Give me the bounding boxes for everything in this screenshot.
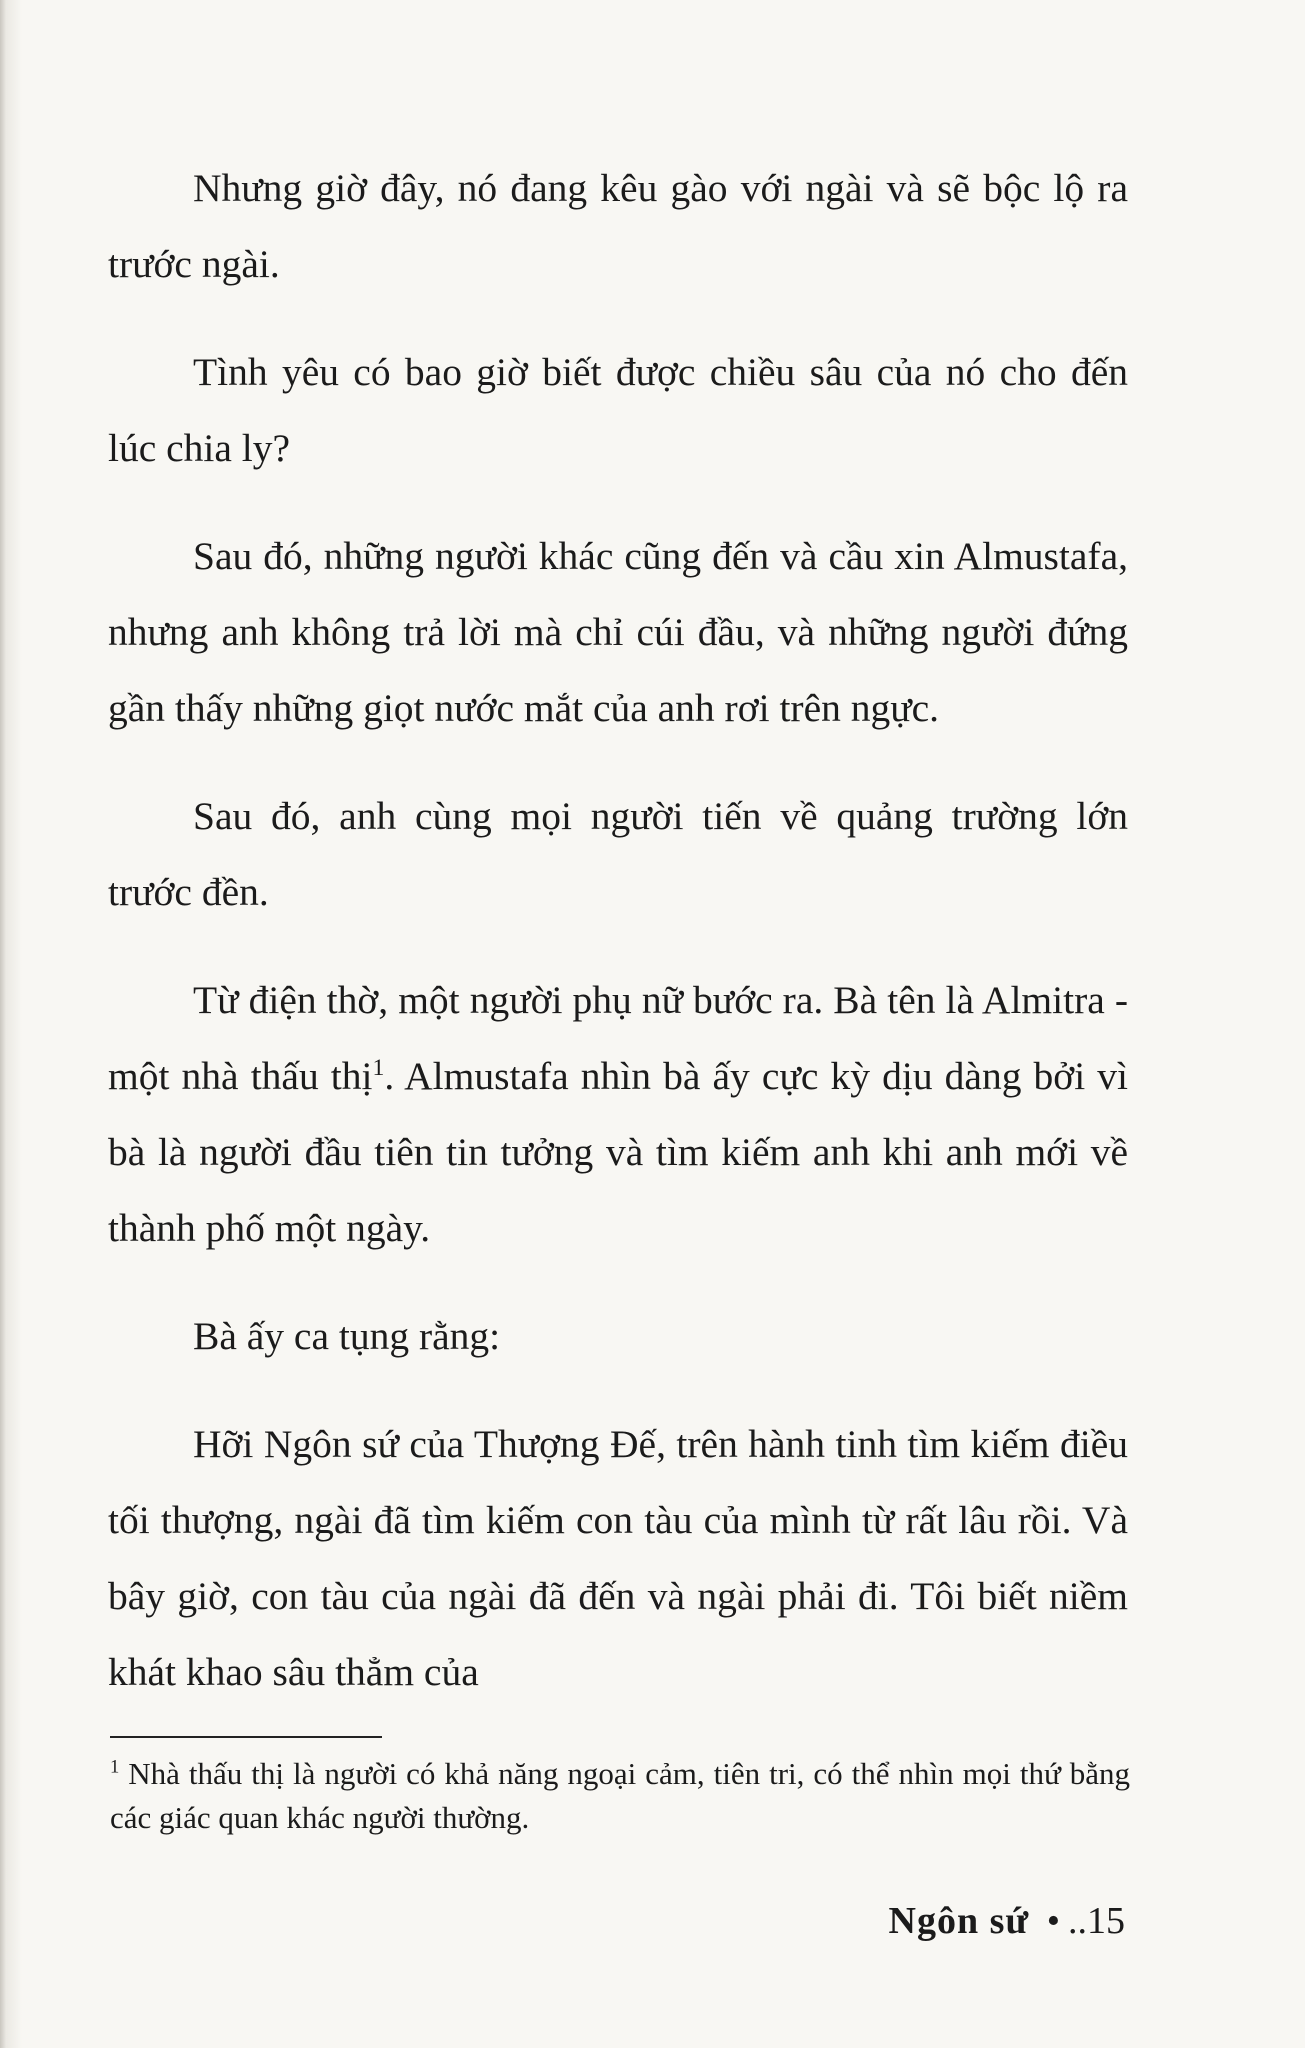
paragraph-4: Sau đó, anh cùng mọi người tiến về quảng trường lớn trước đền. xyxy=(108,794,1128,914)
footnote-reference: 1 xyxy=(372,1054,385,1081)
footnote-number: 1 xyxy=(110,1756,120,1778)
footer-dots: .. xyxy=(1068,1900,1087,1942)
running-footer xyxy=(889,1896,1125,1946)
paragraph-1: Nhưng giờ đây, nó đang kêu gào với ngài và sẽ bộc lộ ra trước ngài. xyxy=(108,166,1128,286)
footnote-text: Nhà thấu thị là người có khả năng ngoại cảm, tiên tri, có thể nhìn mọi thứ bằng các giác quan khác người thường. xyxy=(110,1756,1131,1835)
body-text xyxy=(108,150,1128,1742)
footnote-divider xyxy=(110,1736,382,1738)
book-title: Ngôn sứ xyxy=(888,1900,1030,1942)
almitra-text-before: Từ điện thờ, một người phụ nữ bước ra. Bà tên là Almitra - một nhà thấu thị xyxy=(108,978,1128,1098)
paragraph-prophet-address: Hỡi Ngôn sứ của Thượng Đế, trên hành tinh tìm kiếm điều tối thượng, ngài đã tìm kiếm con tàu của mình từ rất lâu rồi. Và bây giờ, con tàu của ngài đã đến và ngài phải đi. Tôi biết niềm khát khao sâu thẳm của xyxy=(108,1422,1128,1694)
paragraph-praise-intro: Bà ấy ca tụng rằng: xyxy=(193,1314,501,1358)
paragraph-3: Sau đó, những người khác cũng đến và cầu xin Almustafa, nhưng anh không trả lời mà chỉ cúi đầu, và những người đứng gần thấy những giọt nước mắt của anh rơi trên ngực. xyxy=(108,534,1128,730)
paragraph-almitra xyxy=(108,962,1128,1266)
page-number: 15 xyxy=(1087,1900,1125,1942)
almitra-text-after: . Almustafa nhìn bà ấy cực kỳ dịu dàng bởi vì bà là người đầu tiên tin tưởng và tìm kiếm anh khi anh mới về thành phố một ngày. xyxy=(108,1054,1129,1250)
footer-bullet: • xyxy=(1046,1900,1060,1942)
footnote xyxy=(110,1752,1130,1840)
paragraph-2: Tình yêu có bao giờ biết được chiều sâu của nó cho đến lúc chia ly? xyxy=(108,350,1128,470)
